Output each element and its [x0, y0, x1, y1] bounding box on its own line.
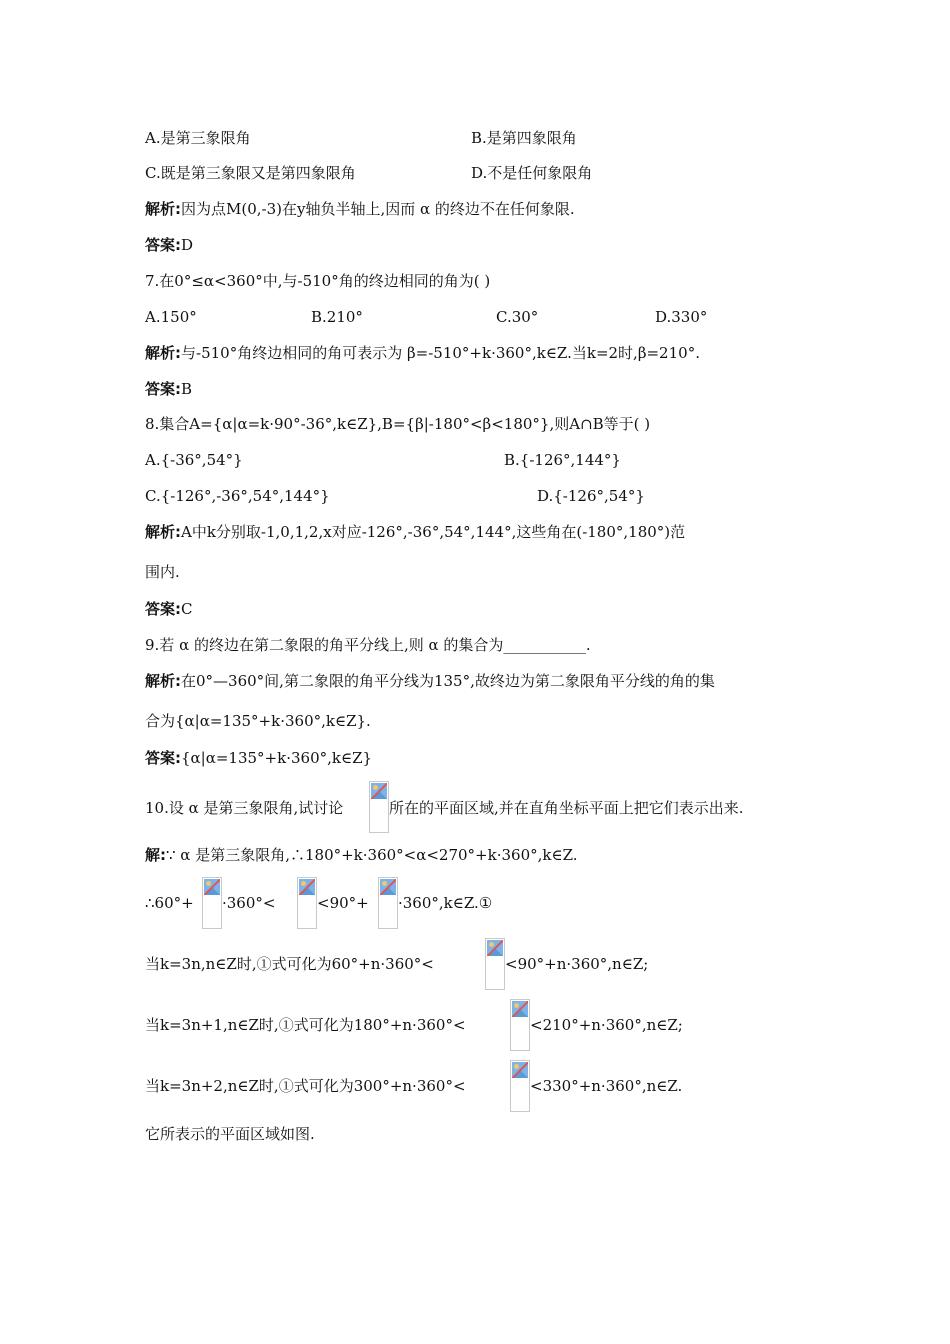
- q10-solution: [145, 845, 578, 865]
- q7-option-d: D.330°: [655, 308, 708, 326]
- broken-image-icon: [369, 781, 389, 833]
- q9-analysis-cont: 合为{α|α=135°+k·360°,k∈Z}.: [145, 712, 371, 730]
- q6-option-c: C.既是第三象限又是第四象限角: [145, 164, 356, 182]
- broken-image-icon: [297, 877, 317, 929]
- q10-line4-a: 当k=3n+1,n∈Z时,①式可化为180°+n·360°<: [145, 1016, 466, 1034]
- answer-text: B: [181, 380, 193, 398]
- q6-analysis: [145, 199, 575, 219]
- answer-text: {α|α=135°+k·360°,k∈Z}: [181, 749, 373, 767]
- q10-line5-a: 当k=3n+2,n∈Z时,①式可化为300°+n·360°<: [145, 1077, 466, 1095]
- q10-line4-b: <210°+n·360°,n∈Z;: [530, 1016, 683, 1034]
- q7-analysis: [145, 343, 700, 363]
- analysis-label: 解析:: [145, 344, 181, 362]
- q7-option-a: A.150°: [145, 308, 197, 326]
- broken-image-icon: [510, 999, 530, 1051]
- analysis-text: 与-510°角终边相同的角可表示为 β=-510°+k·360°,k∈Z.当k=2时,β=210°.: [181, 344, 700, 362]
- q10-stem-b: 所在的平面区域,并在直角坐标平面上把它们表示出来.: [389, 799, 744, 817]
- q7-option-b: B.210°: [311, 308, 363, 326]
- answer-label: 答案:: [145, 749, 181, 767]
- q10-line5-b: <330°+n·360°,n∈Z.: [530, 1077, 683, 1095]
- q10-line3-a: 当k=3n,n∈Z时,①式可化为60°+n·360°<: [145, 955, 434, 973]
- answer-label: 答案:: [145, 380, 181, 398]
- q10-line6: 它所表示的平面区域如图.: [145, 1125, 315, 1143]
- q7-answer: [145, 379, 192, 399]
- q6-option-a: A.是第三象限角: [145, 129, 251, 147]
- analysis-text: 因为点M(0,-3)在y轴负半轴上,因而 α 的终边不在任何象限.: [181, 200, 575, 218]
- analysis-label: 解析:: [145, 200, 181, 218]
- q8-option-d: D.{-126°,54°}: [537, 487, 645, 505]
- q8-answer: [145, 599, 192, 619]
- broken-image-icon: [485, 938, 505, 990]
- broken-image-icon: [202, 877, 222, 929]
- q6-option-b: B.是第四象限角: [471, 129, 577, 147]
- answer-label: 答案:: [145, 236, 181, 254]
- answer-text: D: [181, 236, 194, 254]
- analysis-text: 在0°—360°间,第二象限的角平分线为135°,故终边为第二象限角平分线的角的集: [181, 672, 715, 690]
- q8-option-b: B.{-126°,144°}: [504, 451, 621, 469]
- q9-stem: 9.若 α 的终边在第二象限的角平分线上,则 α 的集合为___________.: [145, 636, 591, 654]
- q10-line2-c: <90°+: [317, 894, 369, 912]
- analysis-label: 解析:: [145, 523, 181, 541]
- analysis-label: 解析:: [145, 672, 181, 690]
- q8-analysis: [145, 522, 685, 542]
- broken-image-icon: [378, 877, 398, 929]
- broken-image-icon: [510, 1060, 530, 1112]
- q7-stem: 7.在0°≤α<360°中,与-510°角的终边相同的角为( ): [145, 272, 491, 290]
- q8-analysis-cont: 围内.: [145, 563, 180, 581]
- q10-line2-d: ·360°,k∈Z.①: [398, 894, 493, 912]
- q9-answer: [145, 748, 372, 768]
- q10-line2-b: ·360°<: [222, 894, 276, 912]
- solution-label: 解:: [145, 846, 166, 864]
- solution-text: ∵ α 是第三象限角,∴180°+k·360°<α<270°+k·360°,k∈Z.: [166, 846, 578, 864]
- q7-option-c: C.30°: [496, 308, 539, 326]
- q8-stem: 8.集合A={α|α=k·90°-36°,k∈Z},B={β|-180°<β<180°},则A∩B等于( ): [145, 415, 651, 433]
- answer-text: C: [181, 600, 193, 618]
- q6-option-d: D.不是任何象限角: [471, 164, 593, 182]
- q8-option-c: C.{-126°,-36°,54°,144°}: [145, 487, 330, 505]
- q6-answer: [145, 235, 193, 255]
- answer-label: 答案:: [145, 600, 181, 618]
- q9-analysis: [145, 671, 715, 691]
- q8-option-a: A.{-36°,54°}: [145, 451, 243, 469]
- q10-line3-b: <90°+n·360°,n∈Z;: [505, 955, 649, 973]
- q10-line2-a: ∴60°+: [145, 894, 194, 912]
- analysis-text: A中k分别取-1,0,1,2,x对应-126°,-36°,54°,144°,这些角在(-180°,180°)范: [181, 523, 686, 541]
- q10-stem-a: 10.设 α 是第三象限角,试讨论: [145, 799, 344, 817]
